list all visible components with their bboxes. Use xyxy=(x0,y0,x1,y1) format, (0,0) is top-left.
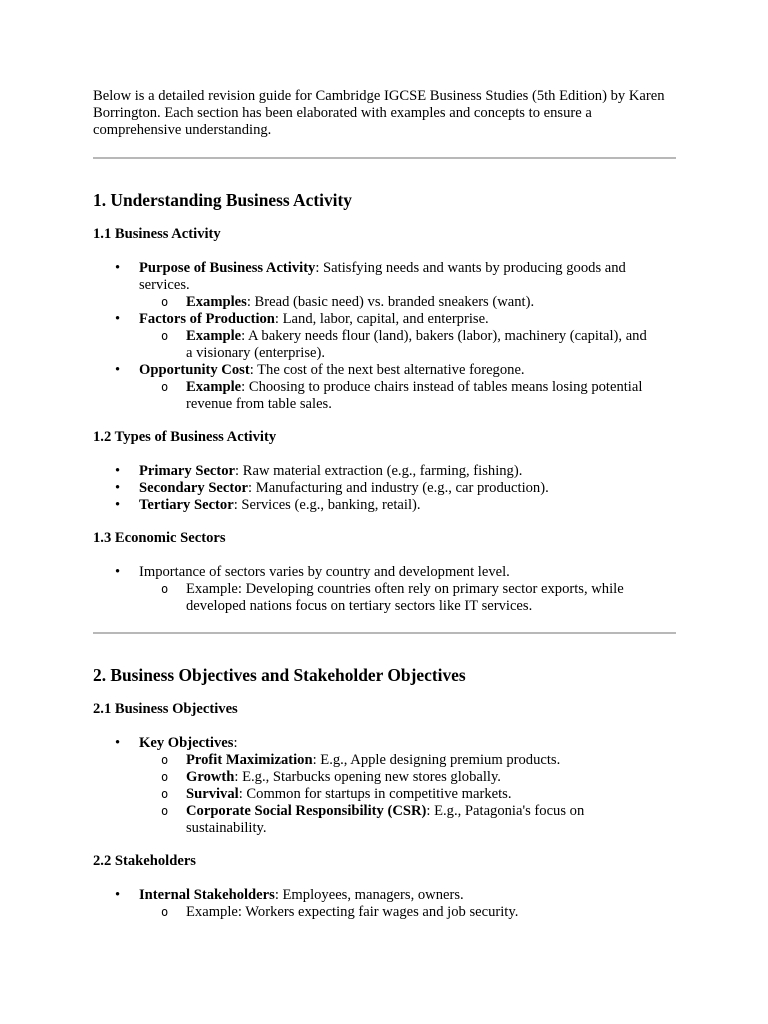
bullet-mark: • xyxy=(115,497,121,513)
bullet-mark: • xyxy=(115,362,121,378)
item-text: : Choosing to produce chairs instead of tables means losing potential revenue from table sales. xyxy=(186,379,643,412)
term: Tertiary Sector xyxy=(139,497,234,513)
sub-bullet-mark: o xyxy=(161,753,169,767)
term: Example xyxy=(186,328,242,344)
sub-bullet-mark: o xyxy=(161,295,169,309)
item-text: : Satisfying needs and wants by producing goods and services. xyxy=(139,260,626,293)
item-text: Example: Workers expecting fair wages and job security. xyxy=(186,904,519,920)
term: Examples xyxy=(186,294,247,310)
item-text: : Employees, managers, owners. xyxy=(274,887,464,903)
sublist-item xyxy=(139,752,676,769)
list-item xyxy=(93,497,676,514)
item-text: : Manufacturing and industry (e.g., car production). xyxy=(248,480,549,496)
subsection-1-1-heading: 1.1 Business Activity xyxy=(93,226,221,242)
item-text: : E.g., Starbucks opening new stores globally. xyxy=(234,769,501,785)
item-text: Example: Developing countries often rely on primary sector exports, while developed nations focus on tertiary sectors like IT services. xyxy=(186,581,624,614)
bullet-mark: • xyxy=(115,735,121,751)
term: Purpose of Business Activity xyxy=(139,260,316,276)
item-text: : Raw material extraction (e.g., farming, fishing). xyxy=(235,463,523,479)
term: Primary Sector xyxy=(139,463,236,479)
term: Secondary Sector xyxy=(139,480,249,496)
sublist xyxy=(139,581,676,615)
sub-bullet-mark: o xyxy=(161,804,169,818)
sublist-item xyxy=(139,769,676,786)
term: Example xyxy=(186,379,242,395)
term: Profit Maximization xyxy=(186,752,313,768)
term: Corporate Social Responsibility (CSR) xyxy=(186,803,427,819)
term: Opportunity Cost xyxy=(139,362,250,378)
bullet-mark: • xyxy=(115,260,121,276)
bullet-mark: • xyxy=(115,463,121,479)
term: Survival xyxy=(186,786,239,802)
item-text: : Land, labor, capital, and enterprise. xyxy=(274,311,489,327)
sub-bullet-mark: o xyxy=(161,787,169,801)
subsection-1-2-heading: 1.2 Types of Business Activity xyxy=(93,429,277,445)
section-1-heading: 1. Understanding Business Activity xyxy=(93,190,352,210)
list-2-1 xyxy=(93,735,676,837)
intro-paragraph: Below is a detailed revision guide for Cambridge IGCSE Business Studies (5th Edition) by Karen Borrington. Each section has been elaborated with examples and concepts to ensure a comprehensive understanding. xyxy=(93,88,665,138)
bullet-mark: • xyxy=(115,311,121,327)
sublist-item xyxy=(139,294,664,311)
subsection-1-3-heading: 1.3 Economic Sectors xyxy=(93,530,226,546)
sublist xyxy=(139,904,676,921)
term: Internal Stakeholders xyxy=(139,887,275,903)
sublist-item xyxy=(139,581,656,615)
sublist xyxy=(139,379,664,413)
item-text: : xyxy=(233,735,238,751)
term: Factors of Production xyxy=(139,311,275,327)
item-text: : Bread (basic need) vs. branded sneakers (want). xyxy=(246,294,535,310)
sub-bullet-mark: o xyxy=(161,905,169,919)
sublist-item xyxy=(139,803,626,837)
sub-bullet-mark: o xyxy=(161,582,169,596)
list-item xyxy=(93,260,664,311)
list-item xyxy=(93,463,676,480)
sub-bullet-mark: o xyxy=(161,380,169,394)
list-1-1 xyxy=(93,260,676,413)
sublist-item xyxy=(139,379,664,413)
term: Growth xyxy=(186,769,235,785)
list-1-3 xyxy=(93,564,676,615)
item-text: : E.g., Apple designing premium products. xyxy=(312,752,561,768)
bullet-mark: • xyxy=(115,564,121,580)
subsection-2-1-heading: 2.1 Business Objectives xyxy=(93,701,238,717)
bullet-mark: • xyxy=(115,480,121,496)
item-text: Importance of sectors varies by country and development level. xyxy=(139,564,510,580)
sub-bullet-mark: o xyxy=(161,329,169,343)
list-item xyxy=(93,311,664,362)
bullet-mark: • xyxy=(115,887,121,903)
sub-bullet-mark: o xyxy=(161,770,169,784)
list-item xyxy=(93,735,676,837)
sublist xyxy=(139,294,664,311)
list-item xyxy=(93,362,664,413)
term: Key Objectives xyxy=(139,735,234,751)
section-2-heading: 2. Business Objectives and Stakeholder Objectives xyxy=(93,665,466,685)
subsection-2-2-heading: 2.2 Stakeholders xyxy=(93,853,196,869)
sublist xyxy=(139,752,676,837)
item-text: : The cost of the next best alternative foregone. xyxy=(249,362,525,378)
list-item xyxy=(93,564,676,615)
document-page xyxy=(93,88,676,921)
sublist-item xyxy=(139,904,676,921)
sublist-item xyxy=(139,786,676,803)
sublist xyxy=(139,328,664,362)
list-item xyxy=(93,480,676,497)
list-1-2 xyxy=(93,463,676,514)
item-text: : A bakery needs flour (land), bakers (labor), machinery (capital), and a visionary (enterprise). xyxy=(186,328,647,361)
divider-2 xyxy=(93,632,676,634)
list-item xyxy=(93,887,676,921)
divider-1 xyxy=(93,157,676,159)
item-text: : E.g., Patagonia's focus on sustainability. xyxy=(186,803,585,836)
list-2-2 xyxy=(93,887,676,921)
item-text: : Services (e.g., banking, retail). xyxy=(233,497,421,513)
item-text: : Common for startups in competitive markets. xyxy=(238,786,512,802)
sublist-item xyxy=(139,328,656,362)
